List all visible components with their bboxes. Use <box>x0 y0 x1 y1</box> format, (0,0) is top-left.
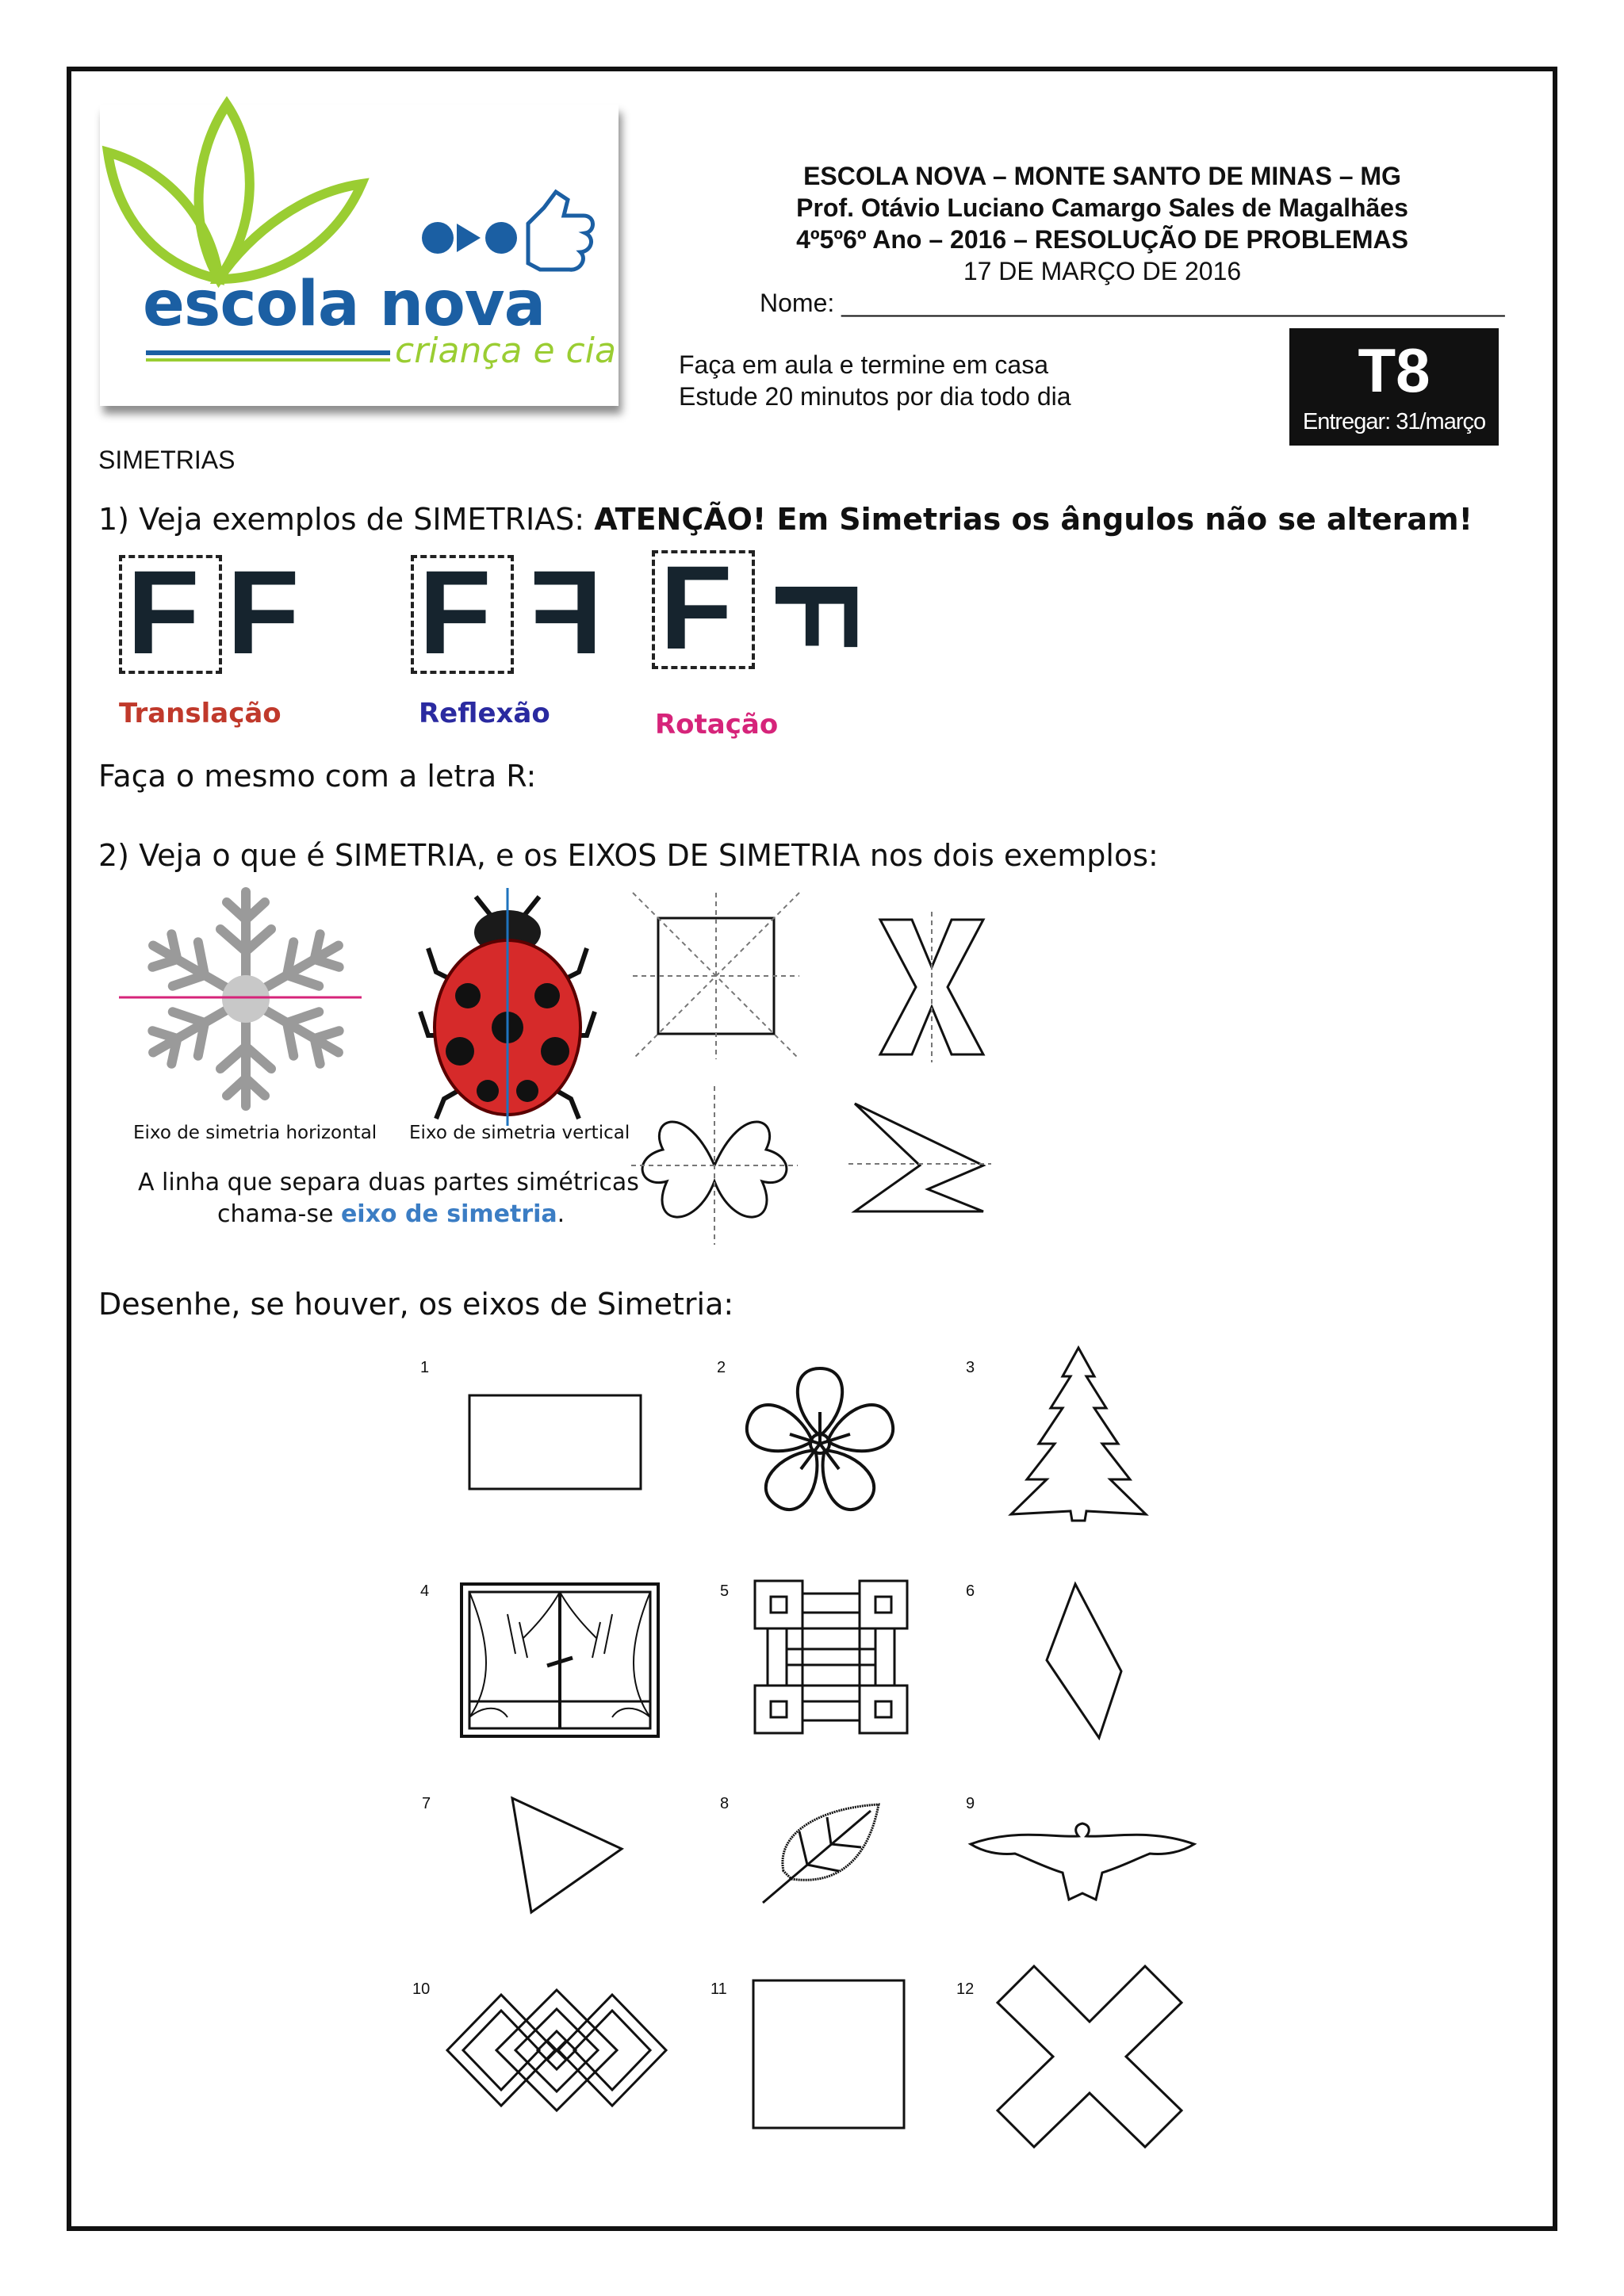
figure-number: 3 <box>966 1359 975 1376</box>
reflection-label: Reflexão <box>419 698 550 729</box>
rotation-letter-rotated: F <box>750 579 883 652</box>
figure-number: 5 <box>720 1582 730 1600</box>
badge-due: Entregar: 31/março <box>1302 409 1486 434</box>
axis-definition-prefix: chama-se <box>217 1200 341 1228</box>
figure-number: 12 <box>956 1980 975 1998</box>
triangle-figure[interactable] <box>508 1795 626 1915</box>
interlocked-diamonds-figure[interactable] <box>444 1979 669 2122</box>
question-2: 2) Veja o que é SIMETRIA, e os EIXOS DE SIMETRIA nos dois exemplos: <box>98 838 1159 873</box>
task-letter-r: Faça o mesmo com a letra R: <box>98 759 537 794</box>
rotation-letter-original: F <box>660 541 733 674</box>
school-header-line: ESCOLA NOVA – MONTE SANTO DE MINAS – MG <box>803 162 1401 190</box>
letter-x-with-axis-icon <box>872 912 991 1062</box>
topic-label: SIMETRIAS <box>98 446 236 474</box>
translation-letter-original: F <box>127 545 200 679</box>
school-logo <box>100 105 619 406</box>
assignment-badge <box>1289 328 1499 446</box>
grade-line: 4º5º6º Ano – 2016 – RESOLUÇÃO DE PROBLEMAS <box>796 225 1408 254</box>
question-1-warning: ATENÇÃO! Em Simetrias os ângulos não se alteram! <box>594 502 1473 537</box>
axis-definition-line-2 <box>217 1199 565 1230</box>
figure-number: 8 <box>720 1795 730 1812</box>
question-1-prefix: 1) Veja exemplos de SIMETRIAS: <box>98 502 595 537</box>
figure-number: 1 <box>420 1359 430 1376</box>
bowtie-shape-with-axis-icon <box>848 1094 991 1221</box>
name-field[interactable]: Nome: _______________________________________________ <box>760 289 1505 317</box>
caption-vertical-axis: Eixo de simetria vertical <box>409 1123 630 1143</box>
translation-letter-copy: F <box>227 545 300 679</box>
reflection-letter-mirror: F <box>530 545 603 679</box>
axis-definition-term: eixo de simetria <box>340 1200 557 1228</box>
cross-x-figure[interactable] <box>994 1963 1185 2150</box>
logo-underline-green <box>146 358 390 362</box>
square-with-axes-icon <box>633 893 799 1059</box>
figure-number: 11 <box>710 1980 727 1998</box>
axis-definition-line-1: A linha que separa duas partes simétricas <box>138 1169 639 1196</box>
figure-number: 7 <box>422 1795 431 1812</box>
badge-code: T8 <box>1358 335 1431 405</box>
window-curtains-figure[interactable] <box>460 1582 660 1738</box>
bird-figure[interactable] <box>967 1820 1197 1908</box>
rectangle-figure[interactable] <box>468 1394 642 1492</box>
rhombus-figure[interactable] <box>1044 1582 1123 1741</box>
snowflake-icon <box>127 880 365 1118</box>
question-1 <box>98 501 1473 538</box>
leaf-figure[interactable] <box>760 1800 887 1906</box>
question-3: Desenhe, se houver, os eixos de Simetria: <box>98 1287 734 1322</box>
figure-number: 6 <box>966 1582 975 1600</box>
teacher-line: Prof. Otávio Luciano Camargo Sales de Magalhães <box>796 193 1408 222</box>
axis-definition-suffix: . <box>557 1200 565 1228</box>
date-line: 17 DE MARÇO DE 2016 <box>963 257 1242 285</box>
instruction-line-1: Faça em aula e termine em casa <box>679 350 1048 379</box>
rotation-label: Rotação <box>655 709 779 740</box>
square-figure[interactable] <box>752 1979 907 2131</box>
horizontal-axis-line <box>119 996 362 999</box>
knot-pattern-figure[interactable] <box>752 1578 910 1736</box>
reflection-letter-original: F <box>419 545 492 679</box>
vertical-axis-line <box>506 888 509 1126</box>
figure-number: 9 <box>966 1795 975 1812</box>
logo-underline <box>146 350 390 355</box>
caption-horizontal-axis: Eixo de simetria horizontal <box>133 1123 377 1143</box>
logo-tagline: criança e cia <box>395 331 616 371</box>
translation-label: Translação <box>119 698 282 729</box>
flower-figure[interactable] <box>733 1360 907 1527</box>
figure-number: 10 <box>412 1980 431 1998</box>
instruction-line-2: Estude 20 minutos por dia todo dia <box>679 382 1071 411</box>
logo-name: escola nova <box>143 269 546 340</box>
figure-number: 2 <box>717 1359 726 1376</box>
pine-tree-figure[interactable] <box>1007 1345 1150 1522</box>
clover-with-axes-icon <box>631 1086 798 1245</box>
figure-number: 4 <box>420 1582 430 1600</box>
